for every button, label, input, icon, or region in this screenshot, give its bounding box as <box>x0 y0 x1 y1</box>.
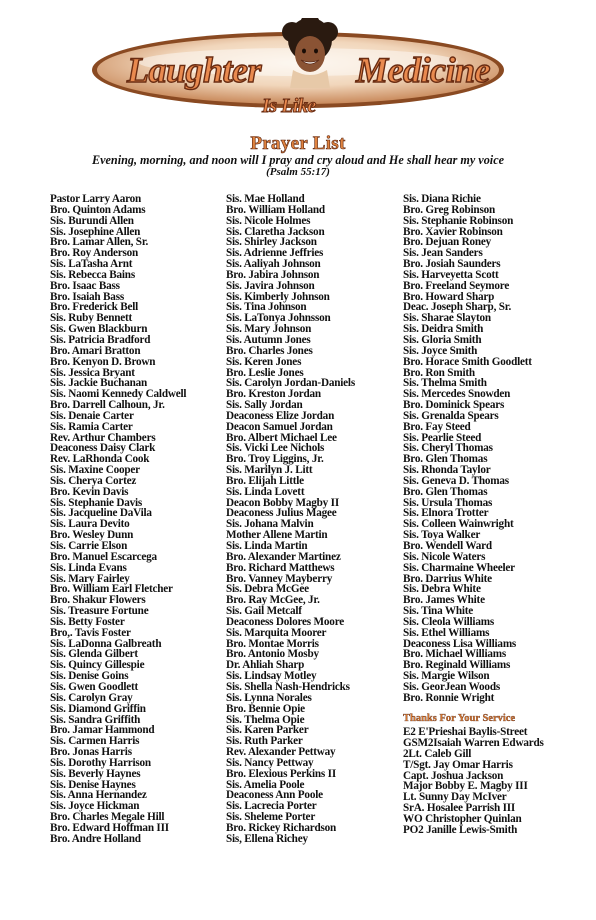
page-title: Prayer List <box>250 133 346 154</box>
name-column-3 <box>403 194 593 704</box>
prayer-list-name: Sis. Carolyn Jordan-Daniels <box>226 377 355 390</box>
prayer-list-name: Bro,. Tavis Foster <box>50 626 131 639</box>
prayer-list-name: Bro. Albert Michael Lee <box>226 431 337 444</box>
prayer-list-name: Bro. Glen Thomas <box>403 453 488 466</box>
prayer-list-name: Bro. Manuel Escarcega <box>50 550 157 563</box>
prayer-list-name: Sis. Javira Johnson <box>226 279 315 292</box>
prayer-list-name: Bro. Ray McGee, Jr. <box>226 594 320 607</box>
service-member-name: GSM2Isaiah Warren Edwards <box>403 736 544 749</box>
prayer-list-name: Sis. Rhonda Taylor <box>403 464 491 477</box>
prayer-list-name: Bro. Michael Williams <box>403 648 507 661</box>
prayer-list-name: Sis. Charmaine Wheeler <box>403 561 515 574</box>
prayer-list-name: Sis. Marilyn J. Litt <box>226 464 313 477</box>
prayer-list-name: Sis. Elnora Trotter <box>403 507 489 520</box>
prayer-list-name: Sis. Deidra Smith <box>403 323 484 336</box>
prayer-list-name: Sis. Vicki Lee Nichols <box>226 442 325 455</box>
prayer-list-name: Sis. Laura Devito <box>50 518 130 531</box>
service-member-name: 2Lt. Caleb Gill <box>403 747 472 760</box>
prayer-list-name: Sis. Patricia Bradford <box>50 333 151 346</box>
prayer-list-name: Rev. Alexander Pettway <box>226 746 336 759</box>
prayer-list-name: Sis. Margie Wilson <box>403 670 490 683</box>
prayer-list-name: Sis. Adrienne Jeffries <box>226 247 324 260</box>
prayer-list-name: Bro. Elijah Little <box>226 474 304 487</box>
prayer-list-name: Sis. Jean Sanders <box>403 247 483 260</box>
prayer-list-name: Sis. Diana Richie <box>403 193 481 205</box>
prayer-list-name: Bro. Isaiah Bass <box>50 290 124 303</box>
prayer-list-name: Sis. Lindsay Motley <box>226 670 317 683</box>
prayer-list-name: Sis, Ellena Richey <box>226 832 308 845</box>
prayer-list-name: Sis. Nicole Holmes <box>226 214 311 227</box>
prayer-list-name: Sis. Denise Goins <box>50 670 129 683</box>
prayer-list-name: Sis. Tina White <box>403 605 474 618</box>
prayer-list-name: Sis. Ruth Parker <box>226 735 303 748</box>
prayer-list-name: Sis. Glenda Gilbert <box>50 648 138 661</box>
prayer-list-name: Sis. Lynna Norales <box>226 691 312 704</box>
prayer-list-name: Sis. Nicole Waters <box>403 550 486 563</box>
prayer-list-name: Sis. Jacqueline DaVila <box>50 507 152 520</box>
prayer-list-name: Sis. Jackie Buchanan <box>50 377 148 390</box>
prayer-list-name: Bro. Horace Smith Goodlett <box>403 355 532 368</box>
prayer-list-name: Sis. Carolyn Gray <box>50 691 133 704</box>
prayer-list-name: Sis. Ursula Thomas <box>403 496 493 509</box>
prayer-list-name: Sis. Denise Haynes <box>50 778 136 791</box>
prayer-list-name: Sis. Betty Foster <box>50 615 125 628</box>
prayer-list-name: Sis. Cherya Cortez <box>50 474 137 487</box>
service-member-name: Lt. Sunny Day McIver <box>403 791 507 804</box>
prayer-list-name: Sis. LaDonna Galbreath <box>50 637 162 650</box>
prayer-list-name: Bro. Isaac Bass <box>50 279 120 292</box>
prayer-list-name: Sis. Carrie Elson <box>50 540 128 552</box>
prayer-list-name: Sis. Sally Jordan <box>226 399 303 412</box>
prayer-list-name: Bro. Ron Smith <box>403 366 475 379</box>
prayer-list-name: Sis. Grenalda Spears <box>403 409 499 422</box>
prayer-list-name: Sis. Sheleme Porter <box>226 811 316 824</box>
prayer-list-name: Bro. Lamar Allen, Sr. <box>50 236 149 249</box>
prayer-list-name: Sis. Naomi Kennedy Caldwell <box>50 388 187 401</box>
prayer-list-name: Sis. Ramia Carter <box>50 420 133 433</box>
service-member-name: WO Christopher Quinlan <box>403 813 522 826</box>
prayer-list-name: Sis. LaTonya Johnsson <box>226 312 331 325</box>
prayer-list-name: Rev. LaRhonda Cook <box>50 453 150 466</box>
service-member-name: E2 E'Prieshai Baylis-Street <box>403 726 528 738</box>
prayer-list-name: Sis. Gloria Smith <box>403 333 482 346</box>
prayer-list-name: Bro. Xavier Robinson <box>403 225 503 238</box>
prayer-list-name: Bro. Josiah Saunders <box>403 258 501 271</box>
prayer-list-name: Bro. Shakur Flowers <box>50 594 146 607</box>
prayer-list-name: Bro. Ronnie Wright <box>403 691 495 704</box>
prayer-list-name: Sis. Burundi Allen <box>50 214 134 227</box>
prayer-list-name: Bro. Rickey Richardson <box>226 821 337 834</box>
prayer-list-name: Bro. Jonas Harris <box>50 746 132 759</box>
prayer-list-name: Sis. Lacrecia Porter <box>226 800 317 813</box>
prayer-list-name: Bro. Roy Anderson <box>50 247 139 260</box>
prayer-list-name: Mother Allene Martin <box>226 529 328 542</box>
prayer-list-name: Bro. Greg Robinson <box>403 203 496 216</box>
prayer-list-name: Bro. Reginald Williams <box>403 659 511 672</box>
scripture-reference: (Psalm 55:17) <box>266 166 330 178</box>
prayer-list-name: Sis. Karen Parker <box>226 724 309 737</box>
prayer-list-name: Sis. Marquita Moorer <box>226 626 327 639</box>
prayer-list-name: Bro. Andre Holland <box>50 832 141 845</box>
prayer-list-name: Bro. Troy Liggins, Jr. <box>226 453 324 466</box>
prayer-list-name: Sis. Mary Johnson <box>226 323 312 336</box>
prayer-list-name: Bro. Howard Sharp <box>403 290 495 303</box>
prayer-list-name: Sis. Beverly Haynes <box>50 767 141 780</box>
prayer-list-name: Sis. Linda Lovett <box>226 485 305 498</box>
prayer-list-name: Bro. Darrius White <box>403 572 492 585</box>
prayer-list-name: Sis. Shella Nash-Hendricks <box>226 680 350 693</box>
prayer-list-name: Sis. Linda Martin <box>226 540 308 552</box>
prayer-list-name: Sis. Sharae Slayton <box>403 312 491 325</box>
prayer-list-name: Sis. Jessica Bryant <box>50 366 135 379</box>
prayer-list-name: Bro. Wesley Dunn <box>50 529 134 542</box>
prayer-list-name: Rev. Arthur Chambers <box>50 431 156 444</box>
prayer-list-name: Sis. Quincy Gillespie <box>50 659 145 672</box>
prayer-list-name: Sis. Autumn Jones <box>226 333 311 346</box>
prayer-list-name: Sis. Shirley Jackson <box>226 236 317 249</box>
prayer-list-name: Sis. Rebecca Bains <box>50 268 135 281</box>
prayer-list-name: Sis. Mercedes Snowden <box>403 388 511 401</box>
prayer-list-name: Deaconess Daisy Clark <box>50 442 156 455</box>
prayer-list-name: Bro. Kenyon D. Brown <box>50 355 156 368</box>
prayer-list-name: Deaconess Ann Poole <box>226 789 323 802</box>
prayer-list-name: Deaconess Dolores Moore <box>226 615 345 628</box>
prayer-list-name: Bro. Jabira Johnson <box>226 268 320 281</box>
prayer-list-name: Bro. Montae Morris <box>226 637 319 650</box>
prayer-list-name: Bro. Freeland Seymore <box>403 279 510 292</box>
prayer-list-name: Sis. Geneva D. Thomas <box>403 474 509 487</box>
prayer-list-name: Bro. Amari Bratton <box>50 344 141 357</box>
prayer-list-name: Bro. Edward Hoffman III <box>50 821 169 834</box>
prayer-list-name: Sis. Gail Metcalf <box>226 605 302 618</box>
prayer-list-name: Sis. Ethel Williams <box>403 626 490 639</box>
name-column-1 <box>50 194 224 845</box>
prayer-list-name: Sis. Anna Hernandez <box>50 789 147 802</box>
prayer-list-name: Sis. Pearlie Steed <box>403 431 482 444</box>
service-members-list <box>403 727 593 836</box>
prayer-list-name: Sis. Dorothy Harrison <box>50 756 151 769</box>
prayer-list-name: Sis. Josephine Allen <box>50 225 141 238</box>
prayer-list-name: Sis. Joyce Hickman <box>50 800 140 813</box>
service-member-name: Major Bobby E. Magby III <box>403 780 528 793</box>
prayer-list-name: Sis. Joyce Smith <box>403 344 478 357</box>
prayer-list-name: Bro. Elexious Perkins II <box>226 767 336 780</box>
prayer-list-name: Sis. Mary Fairley <box>50 572 130 585</box>
prayer-list-name: Sis. Gwen Blackburn <box>50 323 148 336</box>
prayer-list-name: Bro. Alexander Martinez <box>226 550 341 563</box>
prayer-list-name: Bro. Richard Matthews <box>226 561 335 574</box>
banner-word-medicine: Medicine <box>356 50 490 90</box>
prayer-list-name: Bro. Bennie Opie <box>226 702 305 715</box>
prayer-list-name: Bro. Leslie Jones <box>226 366 304 379</box>
prayer-list-name: Sis. Stephanie Davis <box>50 496 143 509</box>
prayer-list-name: Bro. Fay Steed <box>403 420 471 433</box>
prayer-list-name: Sis. LaTasha Arnt <box>50 258 133 271</box>
prayer-list-name: Sis. Kimberly Johnson <box>226 290 330 303</box>
prayer-list-name: Sis. Thelma Opie <box>226 713 305 726</box>
prayer-list-name: Bro. Frederick Bell <box>50 301 139 314</box>
prayer-list-name: Sis. Cheryl Thomas <box>403 442 493 455</box>
prayer-list-name: Bro. William Earl Fletcher <box>50 583 173 596</box>
prayer-list-name: Sis. Thelma Smith <box>403 377 487 390</box>
prayer-list-name: Sis. Debra White <box>403 583 481 596</box>
prayer-list-name: Bro. Antonio Mosby <box>226 648 319 661</box>
prayer-list-name: Deaconess Julius Magee <box>226 507 337 520</box>
prayer-list-name: Dr. Ahliah Sharp <box>226 659 305 672</box>
prayer-list-name: Sis. Stephanie Robinson <box>403 214 514 227</box>
prayer-list-name: Bro. Kevin Davis <box>50 485 129 498</box>
prayer-list-name: Sis. Carmen Harris <box>50 735 140 748</box>
banner-word-laughter: Laughter <box>127 50 262 90</box>
prayer-list-name: Deacon Bobby Magby II <box>226 496 339 509</box>
prayer-list-name: Deac. Joseph Sharp, Sr. <box>403 301 512 314</box>
prayer-list-name: Sis. Toya Walker <box>403 529 481 542</box>
prayer-list-name: Bro. Darrell Calhoun, Jr. <box>50 399 165 412</box>
prayer-list-name: Sis. Linda Evans <box>50 561 127 574</box>
scripture-verse: Evening, morning, and noon will I pray and cry aloud and He shall hear my voice <box>91 153 505 167</box>
service-member-name: T/Sgt. Jay Omar Harris <box>403 758 513 771</box>
prayer-list-name: Bro. Jamar Hammond <box>50 724 155 737</box>
prayer-list-name: Pastor Larry Aaron <box>50 193 142 205</box>
prayer-list-name: Sis. Sandra Griffith <box>50 713 141 726</box>
prayer-list-name: Bro. Charles Megale Hill <box>50 811 165 824</box>
prayer-list-name: Bro. Dejuan Roney <box>403 236 492 249</box>
service-section-heading: Thanks For Your Service <box>403 713 516 724</box>
prayer-list-name: Sis. Cleola Williams <box>403 615 495 628</box>
service-member-name: Capt. Joshua Jackson <box>403 769 504 782</box>
prayer-list-name: Bro. Wendell Ward <box>403 540 492 552</box>
prayer-list-name: Sis. Amelia Poole <box>226 778 305 791</box>
prayer-list-name: Bro. Charles Jones <box>226 344 313 357</box>
prayer-list-name: Deaconess Elize Jordan <box>226 409 335 422</box>
prayer-list-name: Sis. Gwen Goodlett <box>50 680 139 693</box>
prayer-list-name: Bro. Glen Thomas <box>403 485 488 498</box>
prayer-list-name: Deacon Samuel Jordan <box>226 420 333 433</box>
prayer-list-name: Sis. Tina Johnson <box>226 301 307 314</box>
prayer-list-name: Sis. Mae Holland <box>226 193 305 205</box>
prayer-list-name: Sis. Diamond Griffin <box>50 702 146 715</box>
prayer-list-name: Bro. Vanney Mayberry <box>226 572 333 585</box>
prayer-list-name: Sis. Keren Jones <box>226 355 302 368</box>
prayer-list-name: Sis. Treasure Fortune <box>50 605 149 618</box>
prayer-list-name: Bro. William Holland <box>226 203 325 216</box>
prayer-list-name: Sis. Claretha Jackson <box>226 225 325 238</box>
banner-word-is-like: Is Like <box>262 95 316 117</box>
prayer-list-name: Sis. Johana Malvin <box>226 518 314 531</box>
prayer-list-name: Sis. Aaliyah Johnson <box>226 258 321 271</box>
name-column-2 <box>226 194 404 845</box>
prayer-list-name: Bro. Kreston Jordan <box>226 388 321 401</box>
service-member-name: PO2 Janille Lewis-Smith <box>403 824 518 837</box>
prayer-list-name: Deaconess Lisa Williams <box>403 637 517 650</box>
prayer-list-name: Sis. GeorJean Woods <box>403 680 501 693</box>
prayer-list-name: Sis. Harveyetta Scott <box>403 268 499 281</box>
prayer-list-name: Sis. Nancy Pettway <box>226 756 314 769</box>
prayer-list-name: Sis. Colleen Wainwright <box>403 518 514 531</box>
prayer-list-name: Bro. James White <box>403 594 485 607</box>
prayer-list-name: Sis. Denaie Carter <box>50 409 134 422</box>
prayer-list-name: Sis. Debra McGee <box>226 583 309 596</box>
prayer-list-name: Sis. Ruby Bennett <box>50 312 133 325</box>
service-member-name: SrA. Hosalee Parrish III <box>403 802 516 815</box>
prayer-list-name: Bro. Dominick Spears <box>403 399 505 412</box>
prayer-list-name: Bro. Quinton Adams <box>50 203 146 216</box>
prayer-list-name: Sis. Maxine Cooper <box>50 464 140 477</box>
